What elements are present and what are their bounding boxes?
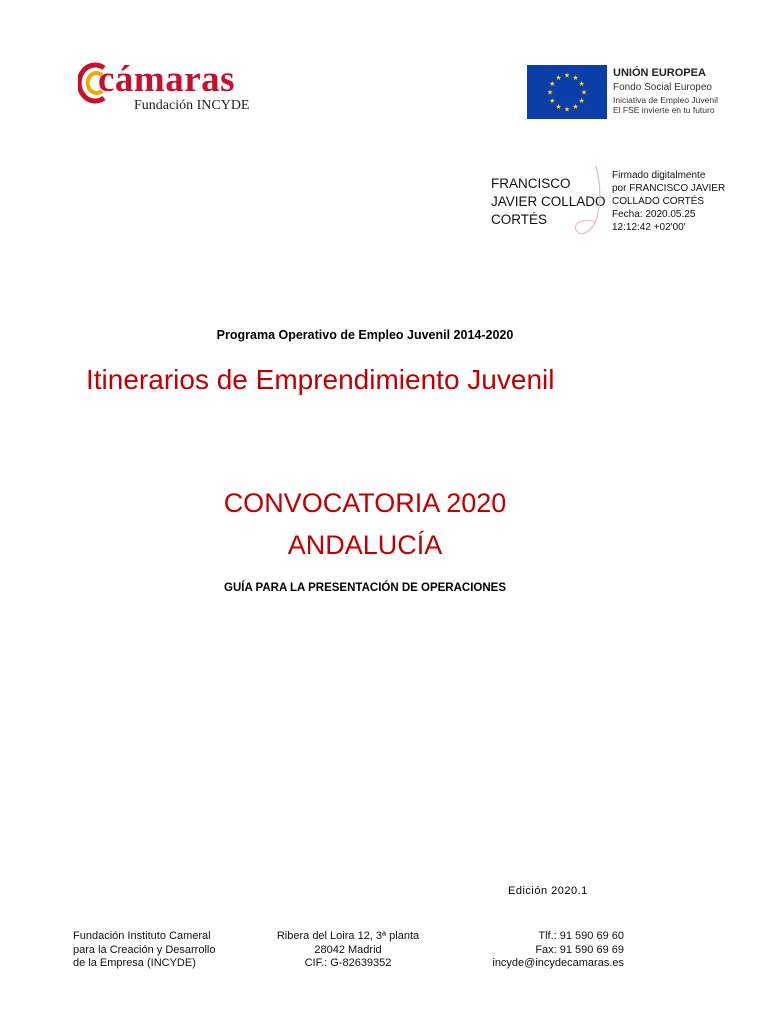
eu-star-icon: ★ (546, 89, 554, 97)
edition-label: Edición 2020.1 (508, 885, 588, 897)
eu-star-icon: ★ (563, 106, 571, 114)
eu-star-icon: ★ (578, 81, 585, 88)
footer-line: Fax: 91 590 69 69 (535, 943, 624, 956)
eu-title: UNIÓN EUROPEA (613, 67, 706, 79)
call-title: CONVOCATORIA 2020 (223, 488, 507, 518)
eu-star-icon: ★ (555, 104, 562, 112)
footer-line: Fundación Instituto Cameral (73, 930, 211, 942)
footer-organization (73, 930, 215, 971)
footer-line: Ribera del Loira 12, 3ª planta (276, 930, 420, 942)
signer-name-line: JAVIER COLLADO (491, 194, 606, 209)
signature-detail-line: por FRANCISCO JAVIER (612, 183, 726, 194)
signature-details (612, 169, 725, 234)
eu-star-icon: ★ (555, 74, 562, 82)
eu-star-icon: ★ (580, 89, 588, 97)
footer-line: Tlf.: 91 590 69 60 (538, 930, 624, 942)
eu-slogan-line: El FSE invierte en tu futuro (613, 105, 715, 115)
signer-name-line: FRANCISCO (491, 176, 571, 191)
signature-detail-line: Fecha: 2020.05.25 (612, 209, 696, 220)
program-heading: Programa Operativo de Empleo Juvenil 2014-2020 (216, 328, 514, 342)
eu-star-icon: ★ (549, 98, 556, 105)
eu-star-icon: ★ (563, 72, 571, 80)
eu-stars-icon (527, 65, 607, 119)
eu-flag (527, 65, 607, 119)
footer-line: CIF.: G-82639352 (304, 957, 392, 969)
guide-subtitle: GUÍA PARA LA PRESENTACIÓN DE OPERACIONES (224, 582, 506, 594)
footer-address (262, 930, 434, 971)
eu-initiative-line: Iniciativa de Empleo Juvenil (613, 95, 718, 105)
eu-star-icon: ★ (572, 74, 579, 82)
signature-detail-line: COLLADO CORTÉS (612, 196, 705, 207)
region-title: ANDALUCÍA (287, 530, 443, 560)
footer-line: de la Empresa (INCYDE) (73, 957, 196, 969)
eu-fund-line: Fondo Social Europeo (613, 82, 712, 93)
signature-detail-line: 12:12:42 +02'00' (612, 222, 686, 233)
signature-scribble-icon (566, 162, 612, 240)
footer-line[interactable]: incyde@incydecamaras.es (492, 957, 624, 969)
eu-star-icon: ★ (549, 81, 556, 88)
eu-star-icon: ★ (578, 98, 585, 105)
logo-subtitle: Fundación INCYDE (134, 98, 250, 113)
document-title: Itinerarios de Emprendimiento Juvenil (86, 364, 555, 395)
signer-name-line: CORTÉS (491, 212, 548, 227)
footer-contact (468, 930, 624, 971)
footer-line: 28042 Madrid (314, 943, 382, 956)
eu-star-icon: ★ (572, 104, 579, 112)
logo-wordmark: cámaras (98, 59, 236, 100)
signature-detail-line: Firmado digitalmente (612, 170, 706, 181)
footer-line: para la Creación y Desarrollo (73, 943, 216, 956)
